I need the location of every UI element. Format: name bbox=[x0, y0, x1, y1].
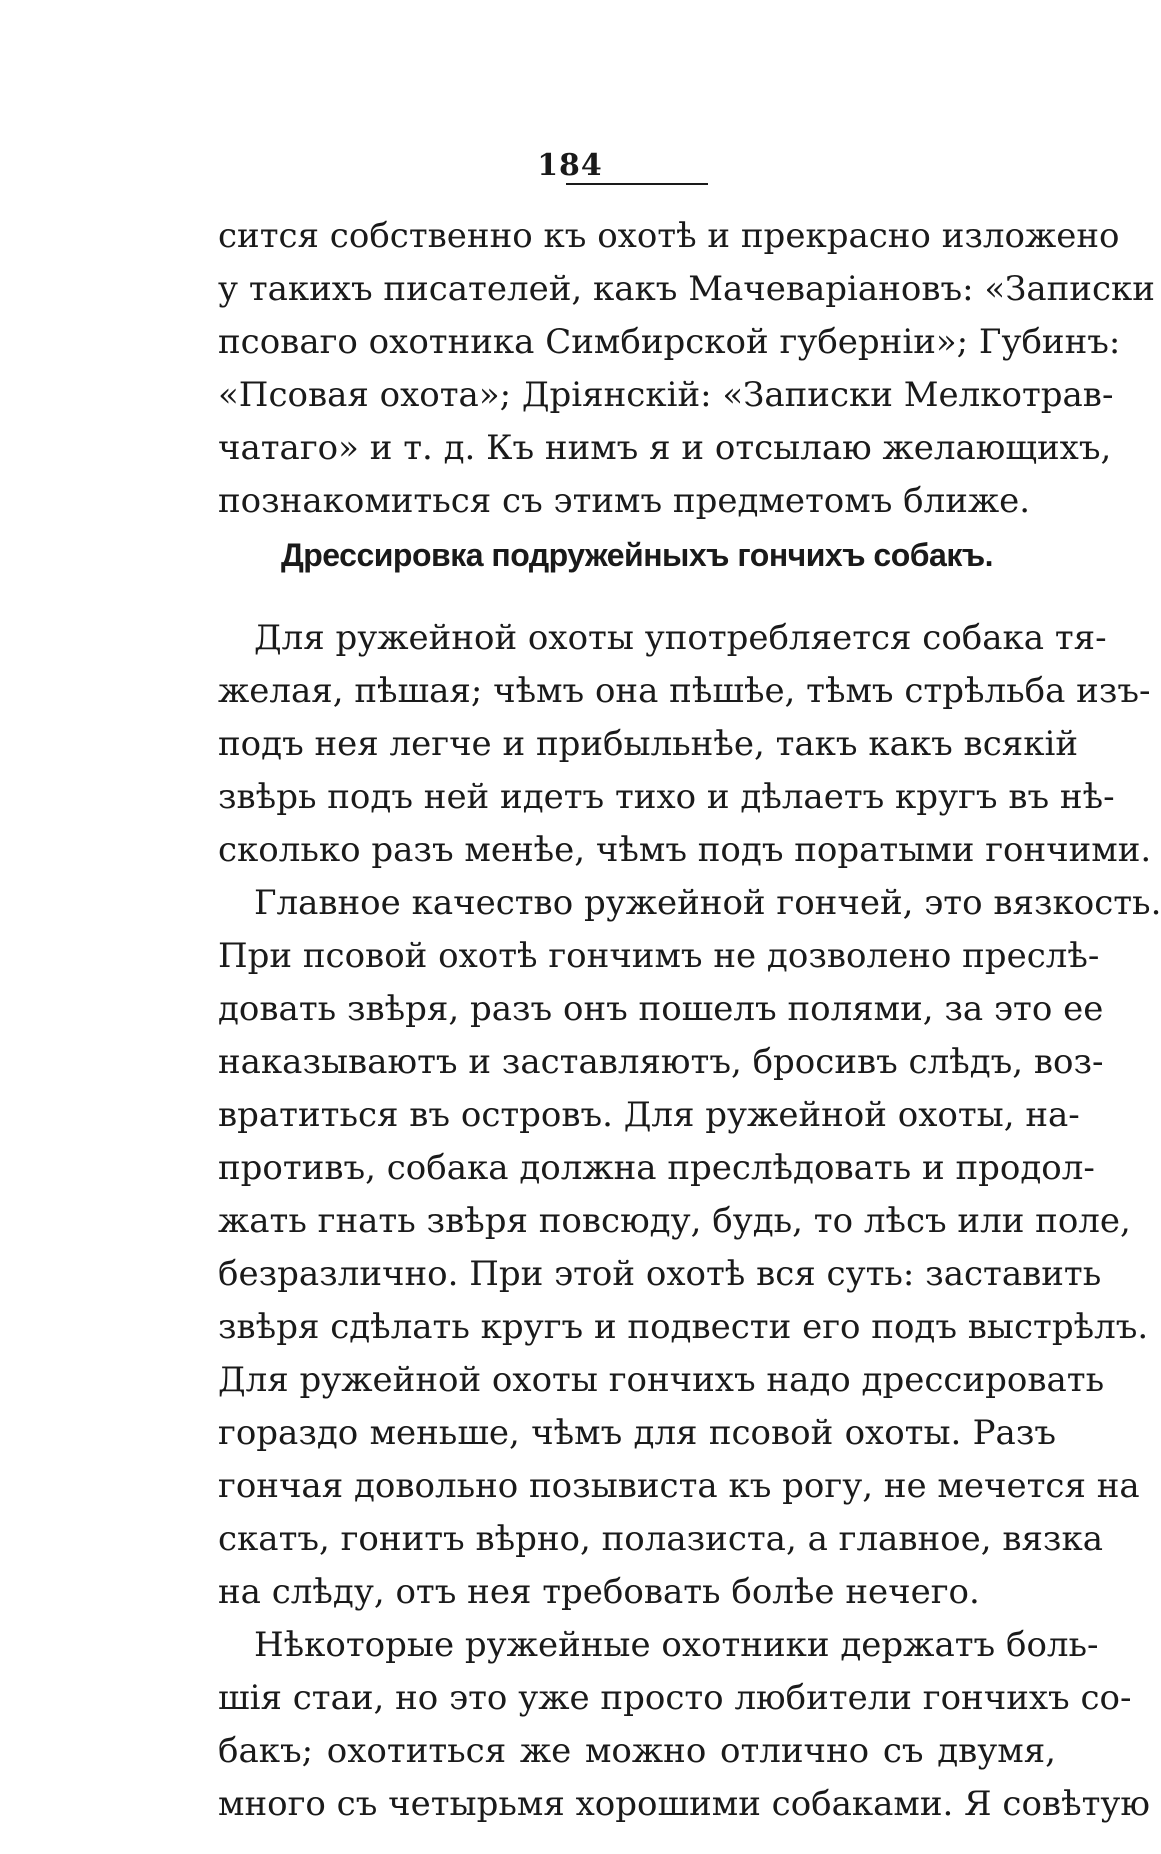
text-line: жать гнать звѣря повсюду, будь, то лѣсъ или поле, bbox=[218, 1201, 1131, 1241]
text-line: Главное качество ружейной гончей, это вязкость. bbox=[254, 883, 1161, 923]
text-line: сколько разъ менѣе, чѣмъ подъ поратыми гончими. bbox=[218, 830, 1152, 870]
text-line: Для ружейной охоты употребляется собака тя- bbox=[254, 618, 1107, 658]
text-line: довать звѣря, разъ онъ пошелъ полями, за это ее bbox=[218, 989, 1104, 1029]
text-line: «Псовая охота»; Дріянскій: «Записки Мелкотрав- bbox=[218, 375, 1114, 415]
text-line: При псовой охотѣ гончимъ не дозволено преслѣ- bbox=[218, 936, 1100, 976]
text-line: Нѣкоторые ружейные охотники держатъ боль- bbox=[254, 1625, 1099, 1665]
text-line: Для ружейной охоты гончихъ надо дрессировать bbox=[218, 1360, 1105, 1400]
text-line: бакъ; охотиться же можно отлично съ двумя, bbox=[218, 1731, 1056, 1771]
text-line: на слѣду, отъ нея требовать болѣе нечего. bbox=[218, 1572, 980, 1612]
intro-paragraph bbox=[218, 210, 1155, 528]
text-line: гончая довольно позывиста къ рогу, не мечется на bbox=[218, 1466, 1140, 1506]
text-line: противъ, собака должна преслѣдовать и продол- bbox=[218, 1148, 1095, 1188]
text-line: сится собственно къ охотѣ и прекрасно изложено bbox=[218, 216, 1120, 256]
section-heading: Дрессировка подружейныхъ гончихъ собакъ. bbox=[280, 537, 994, 573]
page-number: 184 bbox=[537, 148, 603, 183]
text-line: познакомиться съ этимъ предметомъ ближе. bbox=[218, 481, 1031, 521]
text-line: звѣрь подъ ней идетъ тихо и дѣлаетъ кругъ въ нѣ- bbox=[218, 777, 1115, 817]
text-line: подъ нея легче и прибыльнѣе, такъ какъ всякій bbox=[218, 724, 1078, 764]
text-line: безразлично. При этой охотѣ вся суть: заставить bbox=[218, 1254, 1102, 1294]
text-line: гораздо меньше, чѣмъ для псовой охоты. Разъ bbox=[218, 1413, 1056, 1453]
text-line: чатаго» и т. д. Къ нимъ я и отсылаю желающихъ, bbox=[218, 428, 1112, 468]
text-line: вратиться въ островъ. Для ружейной охоты, на- bbox=[218, 1095, 1080, 1135]
text-line: много съ четырьмя хорошими собаками. Я совѣтую bbox=[218, 1784, 1150, 1824]
text-line: скатъ, гонитъ вѣрно, полазиста, а главное, вязка bbox=[218, 1519, 1103, 1559]
text-line: желая, пѣшая; чѣмъ она пѣшѣе, тѣмъ стрѣльба изъ- bbox=[218, 671, 1151, 711]
text-line: у такихъ писателей, какъ Мачеваріановъ: «Записки bbox=[218, 269, 1155, 309]
text-line: шія стаи, но это уже просто любители гончихъ со- bbox=[218, 1678, 1132, 1718]
section-body bbox=[218, 612, 1161, 1831]
text-line: наказываютъ и заставляютъ, бросивъ слѣдъ, воз- bbox=[218, 1042, 1104, 1082]
text-line: псоваго охотника Симбирской губерніи»; Губинъ: bbox=[218, 322, 1121, 362]
page-number-rule bbox=[566, 183, 708, 185]
text-line: звѣря сдѣлать кругъ и подвести его подъ выстрѣлъ. bbox=[218, 1307, 1149, 1347]
